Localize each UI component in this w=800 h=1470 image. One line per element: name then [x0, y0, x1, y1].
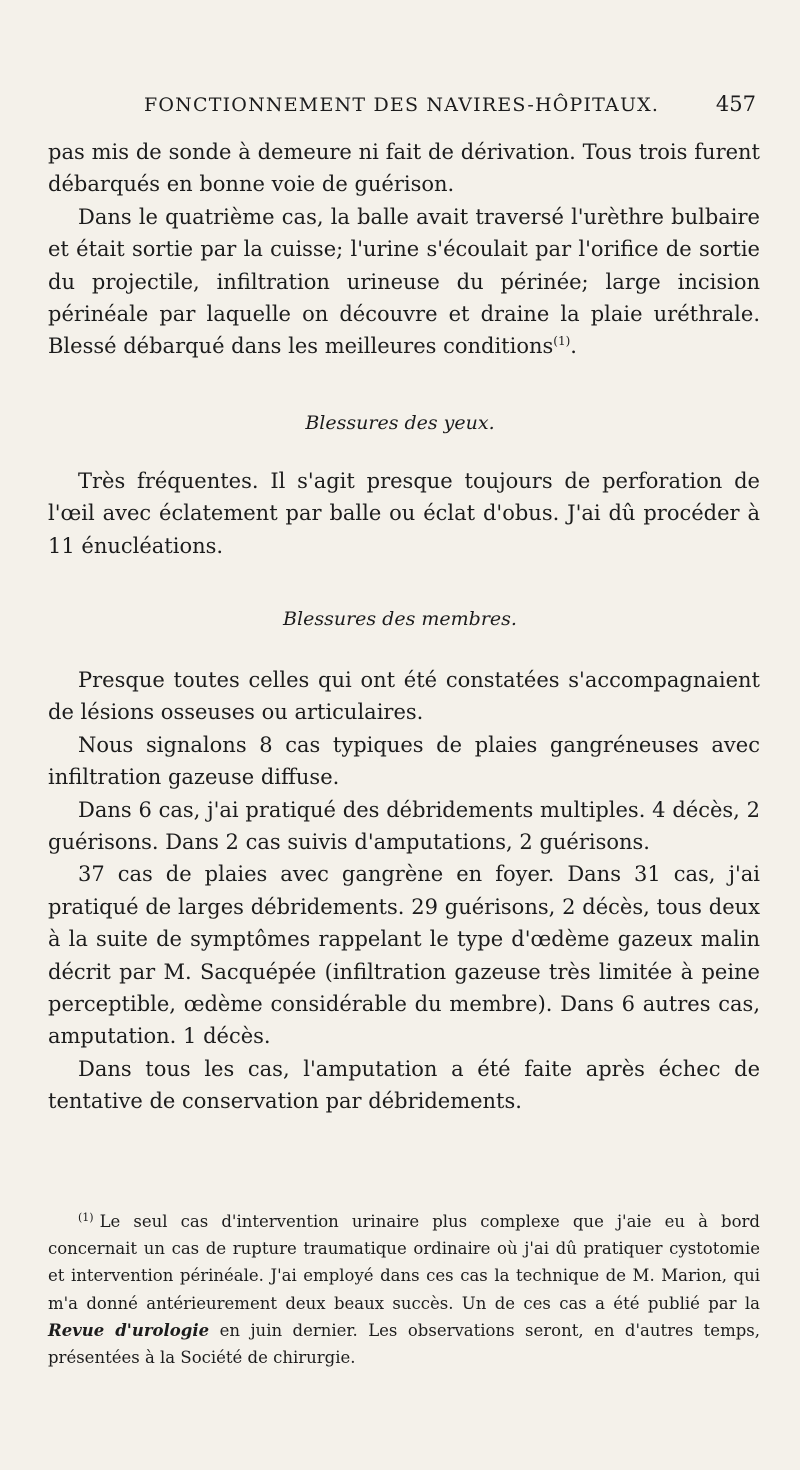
heading-limb-injuries: Blessures des membres.: [283, 608, 517, 630]
paragraph-fourth-case-end: .: [570, 334, 577, 359]
journal-title: Revue d'urologie: [48, 1320, 210, 1340]
paragraph-limbs-5: Dans tous les cas, l'amputation a été faite après échec de tentative de conservation par débridements.: [48, 1056, 760, 1114]
page-number: 457: [715, 92, 756, 116]
opening-text: [48, 136, 760, 363]
paragraph-limbs-3: Dans 6 cas, j'ai pratiqué des débridements multiples. 4 décès, 2 guérisons. Dans 2 cas suivis d'amputations, 2 guérisons.: [48, 797, 760, 855]
heading-eye-injuries: Blessures des yeux.: [305, 412, 495, 434]
footnotes: [48, 1208, 760, 1371]
running-title: FONCTIONNEMENT DES NAVIRES-HÔPITAUX.: [144, 94, 660, 116]
paragraph-limbs-2: Nous signalons 8 cas typiques de plaies gangréneuses avec infiltration gazeuse diffuse.: [48, 732, 760, 790]
paragraph-eye-injuries: Très fréquentes. Il s'agit presque toujours de perforation de l'œil avec éclatement par balle ou éclat d'obus. J'ai dû procéder à 11 énucléations.: [48, 469, 760, 558]
limb-injuries-text: [48, 664, 760, 1118]
paragraph-fourth-case: [48, 201, 760, 363]
paragraph-continuation: pas mis de sonde à demeure ni fait de dérivation. Tous trois furent débarqués en bonne voie de guérison.: [48, 140, 760, 197]
footnote-text-end: en juin dernier. Les observations seront, en d'autres temps, présentées à la Société de chirurgie.: [48, 1320, 760, 1368]
paragraph-fourth-case-text: Dans le quatrième cas, la balle avait traversé l'urèthre bulbaire et était sortie par la cuisse; l'urine s'écoulait par l'orifice de sortie du projectile, infiltration urineuse du périnée; large incision périnéale par laquelle on découvre et draine la plaie uréthrale. Blessé débarqué dans les meilleures conditions: [48, 204, 760, 359]
footnote-1: [48, 1208, 760, 1371]
paragraph-limbs-1: Presque toutes celles qui ont été constatées s'accompagnaient de lésions osseuses ou articulaires.: [48, 668, 760, 725]
page-header: [50, 88, 756, 118]
eye-injuries-text: [48, 465, 760, 562]
footnote-reference: (1): [553, 334, 571, 349]
footnote-text-start: Le seul cas d'intervention urinaire plus complexe que j'aie eu à bord concernait un cas de rupture traumatique ordinaire où j'ai dû pratiquer cystotomie et intervention périnéale. J'ai employé dans ces cas la technique de M. Marion, qui m'a donné antérieurement deux beaux succès. Un de ces cas a été publié par la: [48, 1212, 760, 1313]
paragraph-limbs-4: 37 cas de plaies avec gangrène en foyer. Dans 31 cas, j'ai pratiqué de larges débridements. 29 guérisons, 2 décès, tous deux à la suite de symptômes rappelant le type d'œdème gazeux malin décrit par M. Sacquépée (infiltration gazeuse très limitée à peine perceptible, œdème considérable du membre). Dans 6 autres cas, amputation. 1 décès.: [48, 862, 760, 1049]
footnote-mark: (1): [78, 1210, 94, 1224]
